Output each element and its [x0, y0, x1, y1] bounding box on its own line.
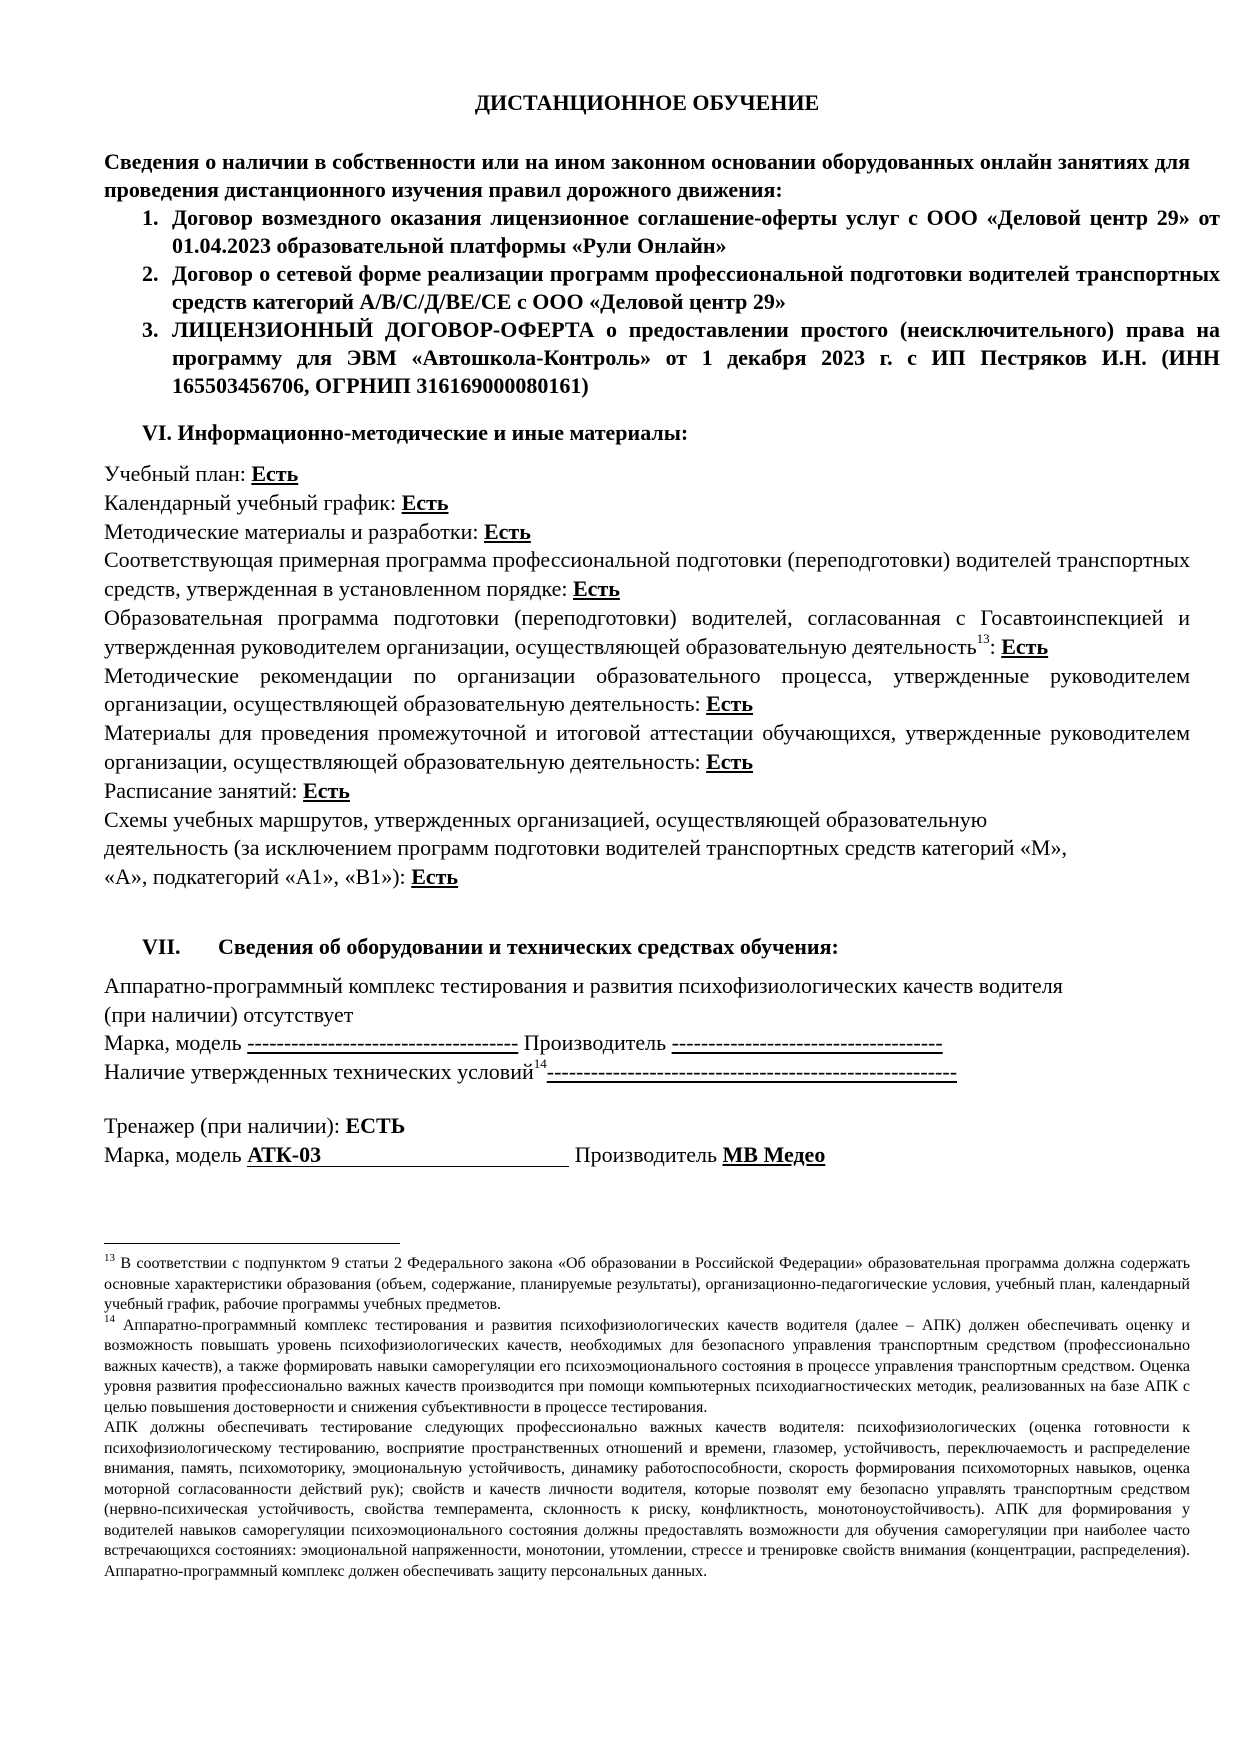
footnote-separator: [104, 1243, 400, 1244]
trainer-row: [104, 1112, 1190, 1141]
list-item-text: Договор возмездного оказания лицензионное соглашение-оферты услуг с ООО «Деловой центр 29» от 01.04.2023 образовательной платформы «Рули Онлайн»: [172, 205, 1220, 258]
material-item: [104, 460, 1190, 489]
material-item: [104, 662, 1190, 720]
footnote-text: Аппаратно-программный комплекс тестирования и развития психофизиологических качеств водителя (далее – АПК) должен обеспечивать оценку и возможность повышать уровень психофизиологических качеств, необходимых для безопасного управления транспортным средством (профессионально важных качеств), а также формировать навыки саморегуляции его психоэмоционального состояния в процессе управления транспортным средством. Оценка уровня развития профессионально важных качеств производится при помощи компьютерных психодиагностических методик, реализованных на базе АПК с целью повышения достоверности и снижения субъективности в процессе тестирования.: [104, 1316, 1190, 1416]
material-value: Есть: [1001, 633, 1049, 659]
section-title: Сведения об оборудовании и технических средствах обучения:: [218, 934, 839, 959]
material-item: [104, 719, 1190, 777]
material-item: [104, 489, 1190, 518]
material-value: Есть: [411, 864, 459, 890]
material-item: [104, 604, 1190, 662]
apk-model-row: [104, 1029, 1190, 1058]
list-number: 1.: [142, 205, 159, 230]
conditions-label: Наличие утвержденных технических условий: [104, 1058, 534, 1084]
model-label: Марка, модель: [104, 1030, 248, 1055]
list-item: [142, 316, 1220, 400]
materials-list: [104, 460, 1190, 892]
material-label: Методические материалы и разработки:: [104, 518, 484, 544]
material-label: Расписание занятий:: [104, 777, 304, 803]
section-roman: VII.: [142, 934, 181, 959]
material-value: Есть: [401, 489, 449, 515]
material-value: Есть: [483, 518, 531, 544]
material-label: Образовательная программа подготовки (переподготовки) водителей, согласованная с Госавтоинспекцией и утвержденная руководителем организации, осуществляющей образовательную деятельность: [104, 604, 1190, 659]
section-heading-7: [142, 934, 839, 960]
apk-text: Аппаратно-программный комплекс тестирования и развития психофизиологических качеств водителя (при наличии) отсутствует: [104, 973, 1063, 1027]
list-item-text: Договор о сетевой форме реализации программ профессиональной подготовки водителей транспортных средств категорий А/В/С/Д/ВЕ/СЕ с ООО «Деловой центр 29»: [172, 261, 1220, 314]
material-label: Календарный учебный график:: [104, 489, 402, 515]
list-number: 3.: [142, 317, 159, 342]
footnote-14-continued: АПК должны обеспечивать тестирование следующих профессионально важных качеств водителя: психофизиологических (оценка готовности к психофизиологическому тестированию, восприятие пространственных отношений и времени, глазомер, устойчивость, переключаемость и распределение внимания, память, психомоторику, эмоциональную устойчивость, динамику работоспособности, скорость формирования психомоторных навыков, оценка моторной согласованности действий рук); свойств и качеств личности водителя, которые позволят ему безопасно управлять транспортным средством (нервно-психическая устойчивость, свойства темперамента, склонность к риску, конфликтность, монотоноустойчивость). АПК для формирования у водителей навыков саморегуляции психоэмоционального состояния должны предоставлять возможности для обучения саморегуляции при наиболее часто встречающихся состояниях: эмоциональной напряженности, монотонии, утомлении, стрессе и тренировке свойств внимания (концентрации, распределения). Аппаратно-программный комплекс должен обеспечивать защиту персональных данных.: [104, 1419, 1190, 1580]
apk-block: [104, 972, 1190, 1086]
intro-paragraph: Сведения о наличии в собственности или на ином законном основании оборудованных онлайн занятиях для проведения дистанционного изучения правил дорожного движения:: [104, 149, 1190, 202]
footnote-ref-14: 14: [533, 1056, 547, 1072]
apk-conditions-row: [104, 1058, 1190, 1087]
section-title: Информационно-методические и иные материалы:: [177, 420, 689, 445]
list-item: [142, 260, 1220, 316]
material-label: Учебный план:: [104, 461, 252, 486]
material-label-suffix: :: [989, 633, 1002, 659]
section-heading-6: [142, 420, 688, 446]
footnote-ref-13: 13: [976, 631, 990, 647]
footnote-14: [104, 1313, 1190, 1419]
material-label: Методические рекомендации по организации образовательного процесса, утвержденные руководителем организации, осуществляющей образовательную деятельность:: [104, 662, 1190, 717]
model-label: Марка, модель: [104, 1141, 248, 1167]
contracts-list: [142, 204, 1220, 400]
material-item: [104, 777, 1190, 806]
material-label: Материалы для проведения промежуточной и итоговой аттестации обучающихся, утвержденные руководителем организации, осуществляющей образовательную деятельность:: [104, 720, 1190, 774]
maker-label: Производитель: [569, 1141, 723, 1167]
list-number: 2.: [142, 261, 159, 286]
trainer-block: [104, 1112, 1190, 1169]
model-value: -------------------------------------: [247, 1030, 519, 1055]
footnote-13: [104, 1251, 1190, 1316]
material-value: Есть: [251, 461, 299, 486]
maker-value: -------------------------------------: [671, 1030, 943, 1055]
material-item: [104, 806, 1114, 892]
footnote-number: 14: [104, 1313, 115, 1326]
material-item: [104, 518, 1190, 547]
list-item-text: ЛИЦЕНЗИОННЫЙ ДОГОВОР-ОФЕРТА о предоставлении простого (неисключительного) права на программу для ЭВМ «Автошкола-Контроль» от 1 декабря 2023 г. с ИП Пестряков И.Н. (ИНН 165503456706, ОГРНИП 316169000080161): [172, 317, 1220, 398]
material-value: Есть: [706, 748, 753, 774]
footnote-number: 13: [104, 1251, 115, 1264]
material-label: Схемы учебных маршрутов, утвержденных организацией, осуществляющей образовательную деятельность (за исключением программ подготовки водителей транспортных средств категорий «M», «A», подкатегорий «A1», «B1»):: [104, 806, 1067, 890]
material-value: Есть: [303, 777, 350, 803]
material-value: Есть: [573, 576, 620, 602]
footnote-text: В соответствии с подпунктом 9 статьи 2 Федерального закона «Об образовании в Российской Федерации» образовательная программа должна содержать основные характеристики образования (объем, содержание, планируемые результаты), организационно-педагогические условия, учебный план, календарный учебный график, рабочие программы учебных предметов.: [104, 1255, 1190, 1313]
document-title: ДИСТАНЦИОННОЕ ОБУЧЕНИЕ: [474, 90, 820, 115]
maker-value: MB Медео: [722, 1141, 826, 1167]
trainer-model-row: [104, 1141, 1190, 1170]
material-item: [104, 546, 1190, 604]
conditions-value: --------------------------------------------------------: [546, 1058, 958, 1084]
section-roman: VI.: [142, 420, 172, 445]
list-item: [142, 204, 1220, 260]
footnotes: [104, 1251, 1190, 1582]
trainer-value: ЕСТЬ: [345, 1113, 406, 1138]
maker-label: Производитель: [518, 1030, 672, 1055]
material-label: Соответствующая примерная программа профессиональной подготовки (переподготовки) водителей транспортных средств, утвержденная в установленном порядке:: [104, 547, 1190, 602]
material-value: Есть: [706, 691, 753, 717]
model-value: АТК-03: [247, 1144, 569, 1167]
trainer-label: Тренажер (при наличии):: [104, 1113, 346, 1138]
